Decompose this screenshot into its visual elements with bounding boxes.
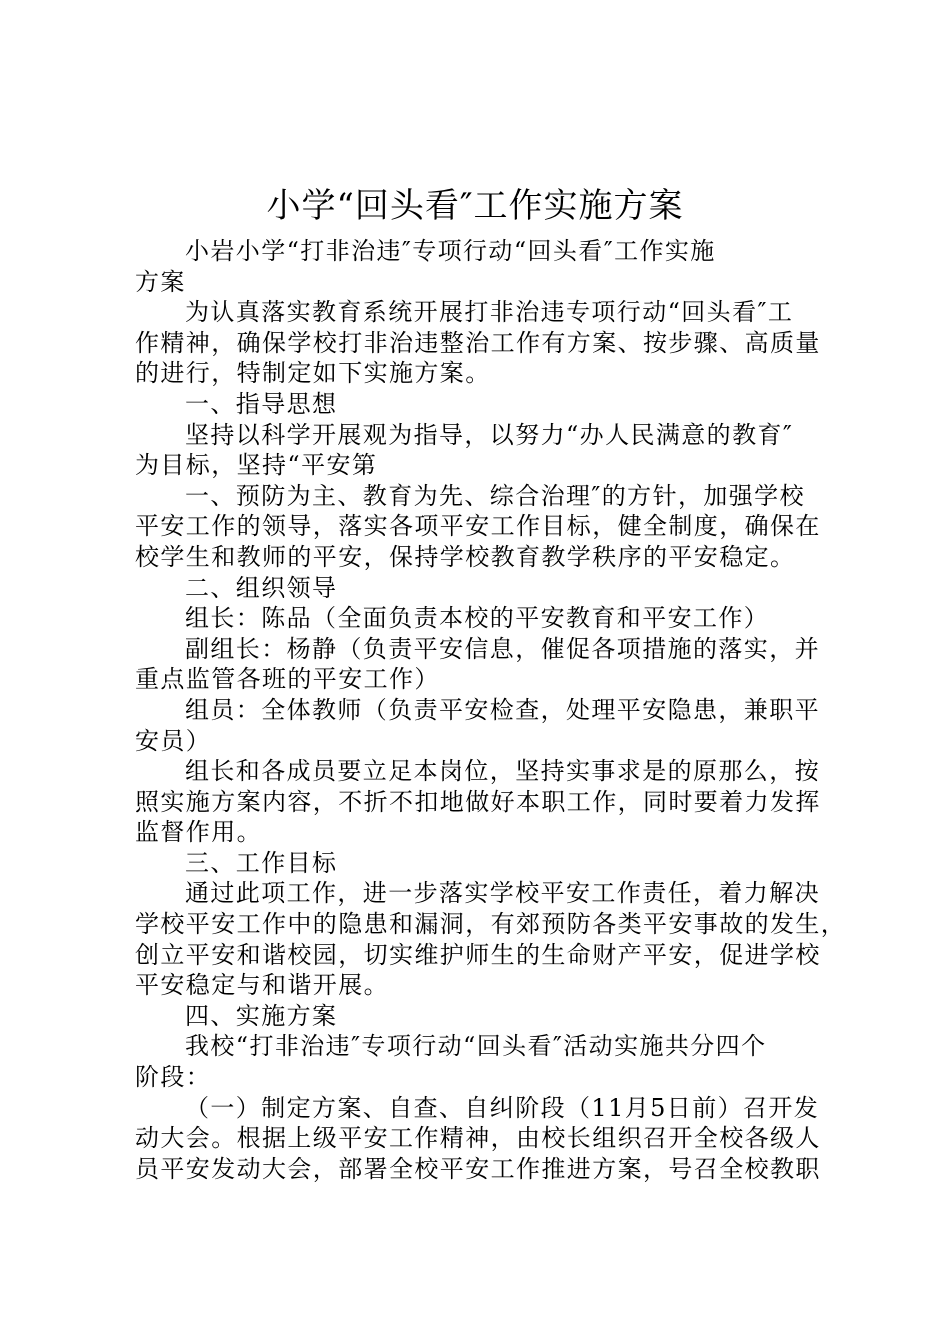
paragraph xyxy=(135,1093,825,1185)
text-line: 小岩小学“打非治违″专项行动“回头看″工作实施 xyxy=(185,237,716,265)
text-line: 四、实施方案 xyxy=(185,1001,338,1030)
paragraph xyxy=(135,389,825,420)
paragraph xyxy=(135,756,825,848)
text-line: 通过此项工作，进一步落实学校平安工作责任，着力解决 xyxy=(185,879,820,908)
text-line: 员平安发动大会，部署全校平安工作推进方案，号召全校教职 xyxy=(135,1154,821,1183)
paragraph xyxy=(135,848,825,879)
text-line: 一、预防为主、教育为先、综合治理″的方针，加强学校 xyxy=(185,481,805,510)
text-line: 组长：陈品（全面负责本校的平安教育和平安工作） xyxy=(185,604,770,633)
text-line: 学校平安工作中的隐患和漏洞，有郊预防各类平安事故的发生， xyxy=(135,910,847,939)
document-title: 小学“回头看″工作实施方案 xyxy=(266,186,684,226)
text-line: 平安稳定与和谐开展。 xyxy=(135,971,389,1000)
paragraph xyxy=(135,603,825,634)
paragraph xyxy=(135,634,825,695)
paragraph xyxy=(135,878,847,1000)
text-line: 动大会。根据上级平安工作精神，由校长组织召开全校各级人 xyxy=(135,1124,821,1153)
paragraph xyxy=(135,297,825,389)
text-line: 副组长：杨静（负责平安信息，催促各项措施的落实，并 xyxy=(185,634,820,663)
paragraph xyxy=(135,1031,825,1092)
text-line: 为认真落实教育系统开展打非治违专项行动“回头看″工 xyxy=(185,298,794,327)
text-line: 平安工作的领导，落实各项平安工作目标，健全制度，确保在 xyxy=(135,512,821,541)
text-line: 组员：全体教师（负责平安检查，处理平安隐患，兼职平 xyxy=(185,695,820,724)
text-line: 为目标，坚持“平安第 xyxy=(135,451,378,480)
text-line: 我校“打非治违″专项行动“回头看″活动实施共分四个 xyxy=(185,1032,767,1061)
text-line: 阶段： xyxy=(135,1063,212,1092)
text-line: 三、工作目标 xyxy=(185,848,338,877)
text-line: 重点监管各班的平安工作） xyxy=(135,665,440,694)
document-body xyxy=(135,236,847,1184)
text-line: 作精神，确保学校打非治违整治工作有方案、按步骤、高质量 xyxy=(135,328,821,357)
text-line: 安员） xyxy=(135,726,212,755)
text-line: 一、指导思想 xyxy=(185,389,338,418)
text-line: 组长和各成员要立足本岗位，坚持实事求是的原那么，按 xyxy=(185,757,820,786)
paragraph xyxy=(135,481,825,573)
text-line: 坚持以科学开展观为指导，以努力“办人民满意的教育″ xyxy=(185,420,794,449)
text-line: 校学生和教师的平安，保持学校教育教学秩序的平安稳定。 xyxy=(135,542,796,571)
text-line: （一）制定方案、自查、自纠阶段（11月5日前）召开发 xyxy=(185,1093,820,1122)
text-line: 照实施方案内容，不折不扣地做好本职工作，同时要着力发挥 xyxy=(135,787,821,816)
paragraph xyxy=(135,236,825,297)
text-line: 创立平安和谐校园，切实维护师生的生命财产平安，促进学校 xyxy=(135,940,821,969)
text-line: 方案 xyxy=(135,267,186,296)
paragraph xyxy=(135,573,825,604)
paragraph xyxy=(135,420,825,481)
text-line: 监督作用。 xyxy=(135,818,262,847)
text-line: 二、组织领导 xyxy=(185,573,338,602)
paragraph xyxy=(135,695,825,756)
text-line: 的进行，特制定如下实施方案。 xyxy=(135,359,491,388)
paragraph xyxy=(135,1001,825,1032)
